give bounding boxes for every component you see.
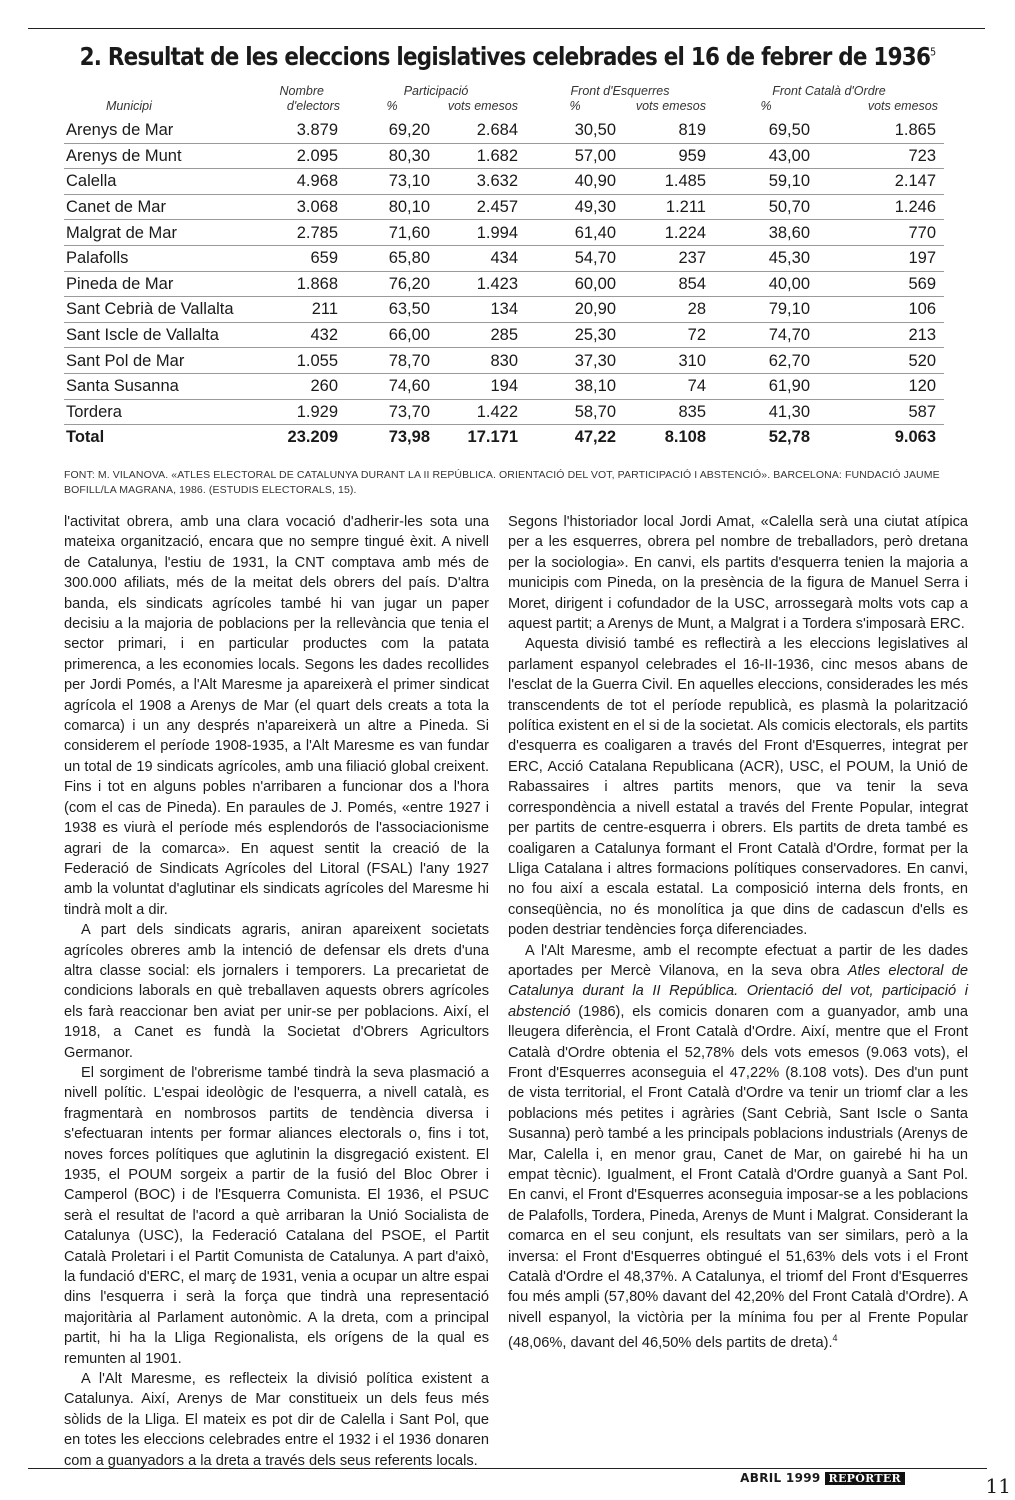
cell-electors: 432 [264,322,346,348]
cell-electors: 4.968 [264,169,346,195]
table-row [64,220,944,246]
paragraph: Segons l'historiador local Jordi Amat, «Calella serà una ciutat atípica per a les esquerres, obrera pel nombre de treballadors, però dretana per la sociologia». En canvi, els partits d'esquerra tenien la majoria a municipis com Pineda, on la presència de la figura de Manuel Serra i Moret, dirigent i cofundador de la USC, arrossegarà molts vots cap a aquest partit; a Arenys de Munt, a Malgrat i a Tordera s'imposarà ERC. [508,514,968,633]
cell-fe-vots: 1.224 [624,220,714,246]
cell-municipi: Tordera [64,399,264,425]
page-footer [740,1471,905,1485]
cell-fe-pct: 37,30 [526,348,624,374]
cell-fc-vots: 1.865 [818,118,944,143]
cell-part-vots: 285 [438,322,526,348]
cell-fe-vots: 310 [624,348,714,374]
cell-electors: 1.055 [264,348,346,374]
header-electors: d'electors [286,99,340,113]
cell-fc-pct: 43,00 [714,143,818,169]
cell-fe-pct: 25,30 [526,322,624,348]
cell-fc-pct: 74,70 [714,322,818,348]
cell-part-pct: 69,20 [346,118,438,143]
header-front-esquerres: Front d'Esquerres [570,84,670,98]
cell-fe-pct: 60,00 [526,271,624,297]
paragraph: A l'Alt Maresme, amb el recompte efectuat a partir de les dades aportades per Mercè Vilanova, en la seva obra Atles electoral de Catalunya durant la II República. Orientació del vot, participació i abstenció (1986), els comicis donaren com a guanyador, amb una lleugera diferència, el Front Català d'Ordre. Així, mentre que el Front Català d'Ordre obtenia el 52,78% dels vots emesos (9.063 vots), el Front d'Esquerres aconseguia el 47,22% (8.108 vots). Des d'un punt de vista territorial, el Front Català d'Ordre va tenir un triomf clar a les poblacions més petites i agràries (Sant Cebrià, Sant Iscle o Santa Susanna) però també a les principals poblacions industrials (Arenys de Mar, Calella i, en menor grau, Canet de Mar, on gairebé hi ha un empat tècnic). Igualment, el Front Català d'Ordre guanyà a Sant Pol. En canvi, el Front d'Esquerres aconseguia imposar-se a les poblacions de Palafolls, Tordera, Pineda, Arenys de Munt i Malgrat. Considerant la comarca en el seu conjunt, els resultats van ser similars, però a la inversa: el Front d'Esquerres obtingué el 51,63% dels vots i el Front Català d'Ordre el 48,37%. A Catalunya, el triomf del Front d'Esquerres fou més ampli (57,80% davant del 42,20% del Front Català d'Ordre). A nivell espanyol, la victòria per la mínima fou per al Frente Popular (48,06%, davant del 46,50% dels partits de dreta).$^4$ [508,942,968,1352]
cell-fc-pct: 40,00 [714,271,818,297]
cell-part-vots: 17.171 [467,428,518,447]
cell-fe-pct: 57,00 [526,143,624,169]
cell-fc-vots: 770 [818,220,944,246]
cell-part-pct: 71,60 [346,220,438,246]
header-fc-pct: % [760,99,772,113]
issue-date: ABRIL 1999 [740,1471,821,1485]
header-front-catala: Front Català d'Ordre [772,84,886,98]
cell-fe-vots: 74 [624,373,714,399]
cell-part-vots: 2.457 [438,194,526,220]
table-row [64,348,944,374]
cell-part-pct: 73,70 [346,399,438,425]
cell-part-vots: 434 [438,245,526,271]
cell-fe-pct: 54,70 [526,245,624,271]
header-participacio: Participació [403,84,469,98]
table-row [64,399,944,425]
cell-fc-vots: 723 [818,143,944,169]
page-number: 11 [985,1474,1011,1498]
cell-electors: 1.929 [264,399,346,425]
cell-fe-vots: 72 [624,322,714,348]
paragraph: l'activitat obrera, amb una clara vocació d'adherir-les sota una mateixa organització, encara que no sempre tingué èxit. A nivell de Catalunya, l'estiu de 1931, la CNT comptava amb més de 300.000 afiliats, més de la meitat dels obrers del país. D'altra banda, els sindicats agrícoles també hi van jugar un paper decisiu a la majoria de poblacions per la rellevància que tenia el sector primari, i en particular productes com la patata primerenca, a les economies locals. Segons les dades recollides per Jordi Pomés, a l'Alt Maresme ja apareixerà el primer sindicat agrícola el 1908 a Arenys de Mar (el quart dels creats a tota la comarca) i un any després n'apareixerà un altre a Pineda. Si considerem el període 1908-1935, a l'Alt Maresme es van fundar un total de 19 sindicats agrícoles, amb una filiació global creixent. Fins i tot en alguns pobles n'arribaren a funcionar dos a l'hora (com el cas de Pineda). En paraules de J. Pomés, «entre 1927 i 1938 es viurà el període més esplendorós de l'associacionisme agrari de la comarca». En aquest sentit la creació de la Federació de Sindicats Agrícoles del Litoral (FSAL) l'any 1927 amb la voluntat d'aglutinar els sindicats agrícoles del Maresme hi tindrà molt a dir. [64,514,489,918]
cell-electors: 659 [264,245,346,271]
header-fc-vots: vots emesos [867,99,938,113]
paragraph: A part dels sindicats agraris, aniran apareixent societats agrícoles obreres amb la intenció de defensar els drets d'una altra classe social: els jornalers i temporers. La precarietat de condicions laborals en què treballaven aquests obrers agrícoles els farà reaccionar ben aviat per unir-se per poblacions. Així, el 1918, a Canet es fundà la Societat d'Obrers Agricultors Germanor. [64,922,489,1061]
cell-electors: 260 [264,373,346,399]
cell-municipi: Total [66,428,105,447]
cell-fe-pct: 20,90 [526,297,624,323]
paragraph: Aquesta divisió també es reflectirà a les eleccions legislatives al parlament espanyol celebrades el 16-II-1936, cinc mesos abans de l'esclat de la Guerra Civil. En aquelles eleccions, considerades les més transcendents de tot el període republicà, es plasmà la polarització política existent en el si de la societat. Als comicis electorals, els partits d'esquerra es coaligaren a través del Front d'Esquerres, integrat per ERC, Acció Catalana Republicana (ACR), USC, el POUM, la Unió de Rabassaires i altres partits menors, que va tenir la seva correspondència a nivell estatal a través del Frente Popular, integrat per partits de centre-esquerra i obrers. Els partits de dreta també es coaligaren a Catalunya formant el Front Català d'Ordre, format per la Lliga Catalana i altres formacions polítiques conservadores. En canvi, no fou així a escala estatal. La composició interna dels fronts, en conseqüència, no és monolítica ja que dins de cadascun d'ells es poden destriar tendències força diferenciades. [508,636,968,939]
cell-municipi: Calella [64,169,264,195]
cell-part-pct: 73,98 [388,428,430,447]
cell-part-vots: 134 [438,297,526,323]
cell-fe-vots: 237 [624,245,714,271]
cell-fc-vots: 106 [818,297,944,323]
cell-fc-vots: 587 [818,399,944,425]
cell-electors: 1.868 [264,271,346,297]
cell-fe-pct: 58,70 [526,399,624,425]
table-title: 2. Resultat de les eleccions legislatives celebrades el 16 de febrer de 1936$^5$ [79,42,936,71]
cell-fe-vots: 1.485 [624,169,714,195]
cell-municipi: Arenys de Mar [64,118,264,143]
cell-municipi: Sant Pol de Mar [64,348,264,374]
article-column-right [508,512,968,1354]
table-row [64,194,944,220]
cell-municipi: Canet de Mar [64,194,264,220]
top-rule [28,28,985,29]
cell-fc-vots: 213 [818,322,944,348]
table-row [64,143,944,169]
cell-fe-vots: 28 [624,297,714,323]
header-nombre: Nombre [279,84,324,98]
cell-part-pct: 74,60 [346,373,438,399]
cell-fe-pct: 40,90 [526,169,624,195]
header-municipi: Municipi [106,99,152,113]
cell-part-vots: 830 [438,348,526,374]
cell-fe-pct: 61,40 [526,220,624,246]
cell-municipi: Palafolls [64,245,264,271]
table-row [64,297,944,323]
cell-part-vots: 194 [438,373,526,399]
paragraph: El sorgiment de l'obrerisme també tindrà la seva plasmació a nivell polític. L'espai ideològic de l'esquerra, a nivell català, es fragmentarà en nombrosos partits de tendència diversa i s'efectuaran intents per formar aliances electorals o, fins i tot, noves forces polítiques que aglutinin la disgregació existent. El 1935, el POUM sorgeix a partir de la fusió del Bloc Obrer i Camperol (BOC) i de l'Esquerra Comunista. El 1936, el PSUC serà el resultat de l'acord a què arribaran la Unió Socialista de Catalunya (USC), la Federació Catalana del PSOE, el Partit Català Proletari i el Partit Comunista de Catalunya. A part d'això, la fundació d'ERC, el març de 1931, venia a ocupar un altre espai dins l'esquerra i serà la força que tindrà una representació majoritària al Parlament autonòmic. A la dreta, com a principal partit, hi ha la Lliga Regionalista, els orígens de la qual es remunten al 1901. [64,1064,489,1367]
cell-municipi: Sant Iscle de Vallalta [64,322,264,348]
group-header-row [64,84,944,99]
cell-part-pct: 78,70 [346,348,438,374]
cell-fe-vots: 8.108 [664,428,706,447]
cell-municipi: Arenys de Munt [64,143,264,169]
header-fe-pct: % [569,99,581,113]
cell-part-vots: 1.682 [438,143,526,169]
cell-part-vots: 2.684 [438,118,526,143]
cell-fc-vots: 9.063 [894,428,936,447]
cell-fe-pct: 47,22 [574,428,616,447]
paragraph: A l'Alt Maresme, es reflecteix la divisió política existent a Catalunya. Així, Arenys de Mar constitueix un dels feus més sòlids de la Lliga. El mateix es pot dir de Calella i Sant Pol, que en totes les eleccions celebrades entre el 1932 i el 1936 donaren com a guanyadors a la dreta a través dels seus referents locals. [64,1371,489,1469]
cell-fe-vots: 1.211 [624,194,714,220]
cell-fc-pct: 62,70 [714,348,818,374]
cell-fc-pct: 45,30 [714,245,818,271]
cell-part-pct: 65,80 [346,245,438,271]
cell-fc-vots: 1.246 [818,194,944,220]
cell-municipi: Santa Susanna [64,373,264,399]
cell-fc-pct: 79,10 [714,297,818,323]
cell-part-pct: 66,00 [346,322,438,348]
header-fe-vots: vots emesos [635,99,706,113]
cell-municipi: Pineda de Mar [64,271,264,297]
cell-fc-pct: 38,60 [714,220,818,246]
cell-part-vots: 3.632 [438,169,526,195]
cell-part-pct: 76,20 [346,271,438,297]
book-title: Atles electoral de Catalunya durant la II República. Orientació del vot, participació i abstenció [508,962,968,1020]
cell-fe-pct: 30,50 [526,118,624,143]
cell-electors: 23.209 [287,428,338,447]
column-header-row [64,99,944,118]
footer-rule [28,1468,987,1469]
table-row [64,118,944,143]
table-row [64,245,944,271]
cell-part-pct: 80,30 [346,143,438,169]
cell-fe-vots: 854 [624,271,714,297]
cell-fe-vots: 835 [624,399,714,425]
election-results-table [64,84,944,450]
cell-fe-pct: 49,30 [526,194,624,220]
footnote-mark: 4 [832,1333,838,1344]
cell-part-pct: 63,50 [346,297,438,323]
cell-part-pct: 80,10 [346,194,438,220]
cell-electors: 3.068 [264,194,346,220]
cell-fc-pct: 61,90 [714,373,818,399]
cell-fe-vots: 819 [624,118,714,143]
cell-fc-vots: 120 [818,373,944,399]
cell-fc-vots: 569 [818,271,944,297]
cell-electors: 2.785 [264,220,346,246]
cell-part-vots: 1.994 [438,220,526,246]
cell-fe-vots: 959 [624,143,714,169]
cell-fe-pct: 38,10 [526,373,624,399]
cell-fc-vots: 2.147 [818,169,944,195]
table-total-row [64,425,944,450]
cell-fc-pct: 69,50 [714,118,818,143]
cell-municipi: Sant Cebrià de Vallalta [64,297,264,323]
cell-fc-pct: 41,30 [714,399,818,425]
cell-fc-pct: 50,70 [714,194,818,220]
cell-electors: 211 [264,297,346,323]
cell-part-vots: 1.422 [438,399,526,425]
magazine-logo: REPÒRTER [825,1472,905,1485]
cell-municipi: Malgrat de Mar [64,220,264,246]
header-part-pct: % [386,99,398,113]
article-column-left [64,512,489,1471]
cell-fc-vots: 197 [818,245,944,271]
table-row [64,271,944,297]
cell-electors: 3.879 [264,118,346,143]
cell-fc-pct: 59,10 [714,169,818,195]
table-source-note: FONT: M. VILANOVA. «ATLES ELECTORAL DE CATALUNYA DURANT LA II REPÚBLICA. ORIENTACIÓ DEL VOT, PARTICIPACIÓ I ABSTENCIÓ». BARCELONA: FUNDACIÓ JAUME BOFILL/LA MAGRANA, 1986. (ESTUDIS ELECTORALS, 15). [64,469,940,496]
table-row [64,322,944,348]
cell-electors: 2.095 [264,143,346,169]
cell-part-pct: 73,10 [346,169,438,195]
cell-fc-pct: 52,78 [768,428,810,447]
table-row [64,169,944,195]
header-part-vots: vots emesos [447,99,518,113]
table-row [64,373,944,399]
cell-part-vots: 1.423 [438,271,526,297]
title-footnote-mark: 5 [930,45,936,59]
cell-fc-vots: 520 [818,348,944,374]
